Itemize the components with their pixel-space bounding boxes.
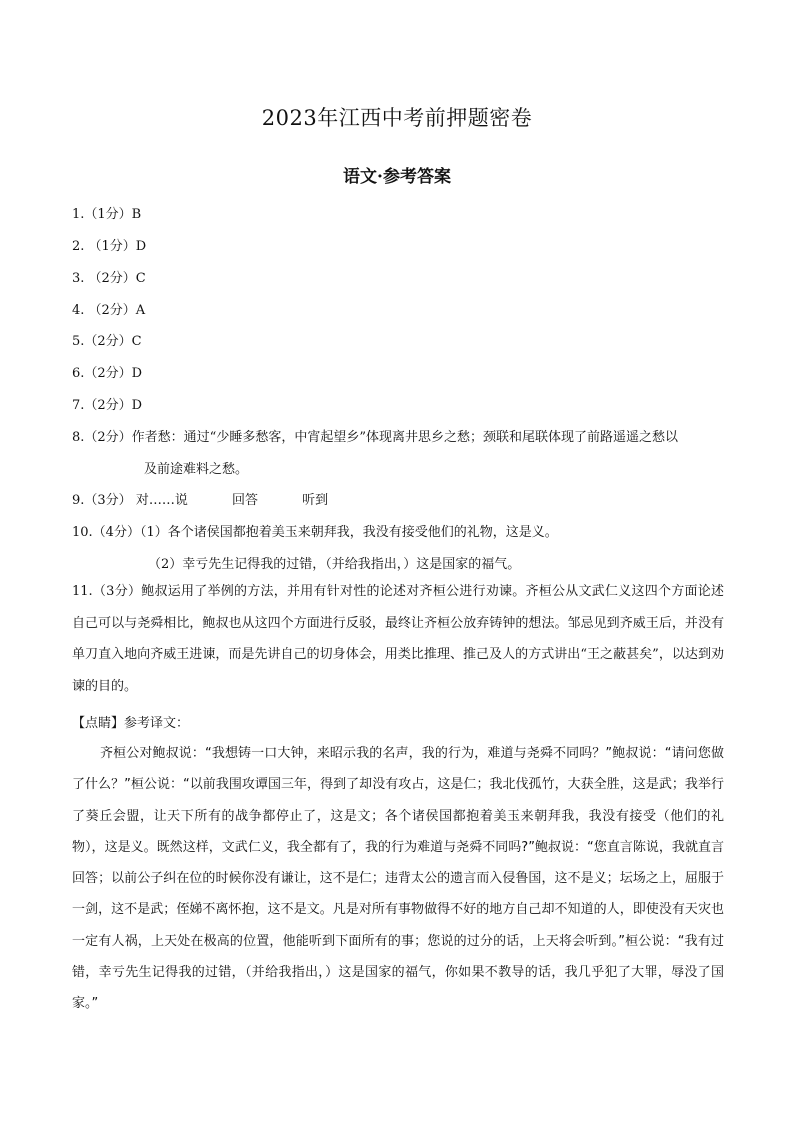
answer-7: 7.（2分）D <box>72 398 143 413</box>
answer-9-part-1: 对……说 <box>135 493 188 508</box>
answer-11: 11.（3分）鲍叔运用了举例的方法，并用有针对性的论述对齐桓公进行劝谏。齐桓公从文武仁义这四个方面论述自己可以与尧舜相比，鲍叔也从这四个方面进行反驳，最终让齐桓公放弃铸钟的想法。邹忌见到齐威王后，并没有单刀直入地向齐威王进谏，而是先讲自己的切身体会，用类比推理、推己及人的方式讲出“王之蔽甚矣”，以达到劝谏的目的。 <box>72 584 724 695</box>
answer-10-line-2: （2）幸亏先生记得我的过错，（并给我指出，）这是国家的福气。 <box>148 557 521 572</box>
answer-6: 6.（2分）D <box>72 366 143 381</box>
answer-5: 5.（2分）C <box>72 334 142 349</box>
answer-9-part-2: 回答 <box>231 493 258 508</box>
reference-translation: 齐桓公对鲍叔说：“我想铸一口大钟，来昭示我的名声，我的行为，难道与尧舜不同吗？”鲍叔说：“请问您做了什么？”桓公说：“以前我围攻谭国三年，得到了却没有攻占，这是仁；我北伐孤竹，大获全胜，这是武；我举行了葵丘会盟，让天下所有的战争都停止了，这是文；各个诸侯国都抱着美玉来朝拜我，我没有接受（他们的礼物），这是义。既然这样，文武仁义，我全都有了，我的行为难道与尧舜不同吗?”鲍叔说：“您直言陈说，我就直言回答；以前公子纠在位的时候你没有谦让，这不是仁；违背太公的遗言而入侵鲁国，这不是义；坛场之上，屈服于一剑，这不是武；侄娣不离怀抱，这不是文。凡是对所有事物做得不好的地方自己却不知道的人，即使没有天灾也一定有人祸，上天处在极高的位置，他能听到下面所有的事；您说的过分的话，上天将会听到。”桓公说：“我有过错，幸亏先生记得我的过错，（并给我指出，）这是国家的福气，你如果不教导的话，我几乎犯了大罪，辱没了国家。” <box>72 746 724 1012</box>
answer-3: 3. （2分）C <box>72 271 146 286</box>
answer-9-label: 9.（3分） <box>72 493 132 508</box>
answer-8-line-2: 及前途难料之愁。 <box>144 462 249 477</box>
answer-10-line-1: 10.（4分）（1）各个诸侯国都抱着美玉来朝拜我，我没有接受他们的礼物，这是义。 <box>72 525 558 540</box>
answer-2: 2. （1分）D <box>72 239 147 254</box>
answer-1: 1.（1分）B <box>72 207 142 222</box>
answer-key-subtitle: 语文·参考答案 <box>343 167 451 187</box>
notes-heading: 【点睛】参考译文： <box>72 716 190 731</box>
exam-title: 2023年江西中考前押题密卷 <box>261 106 533 130</box>
answer-9 <box>72 489 328 508</box>
answer-8-line-1: 8.（2分）作者愁：通过“少睡多愁客，中宵起望乡”体现离井思乡之愁；颈联和尾联体现了前路遥遥之愁以 <box>72 430 678 445</box>
answer-9-part-3: 听到 <box>302 493 329 508</box>
answer-4: 4. （2分）A <box>72 303 146 318</box>
